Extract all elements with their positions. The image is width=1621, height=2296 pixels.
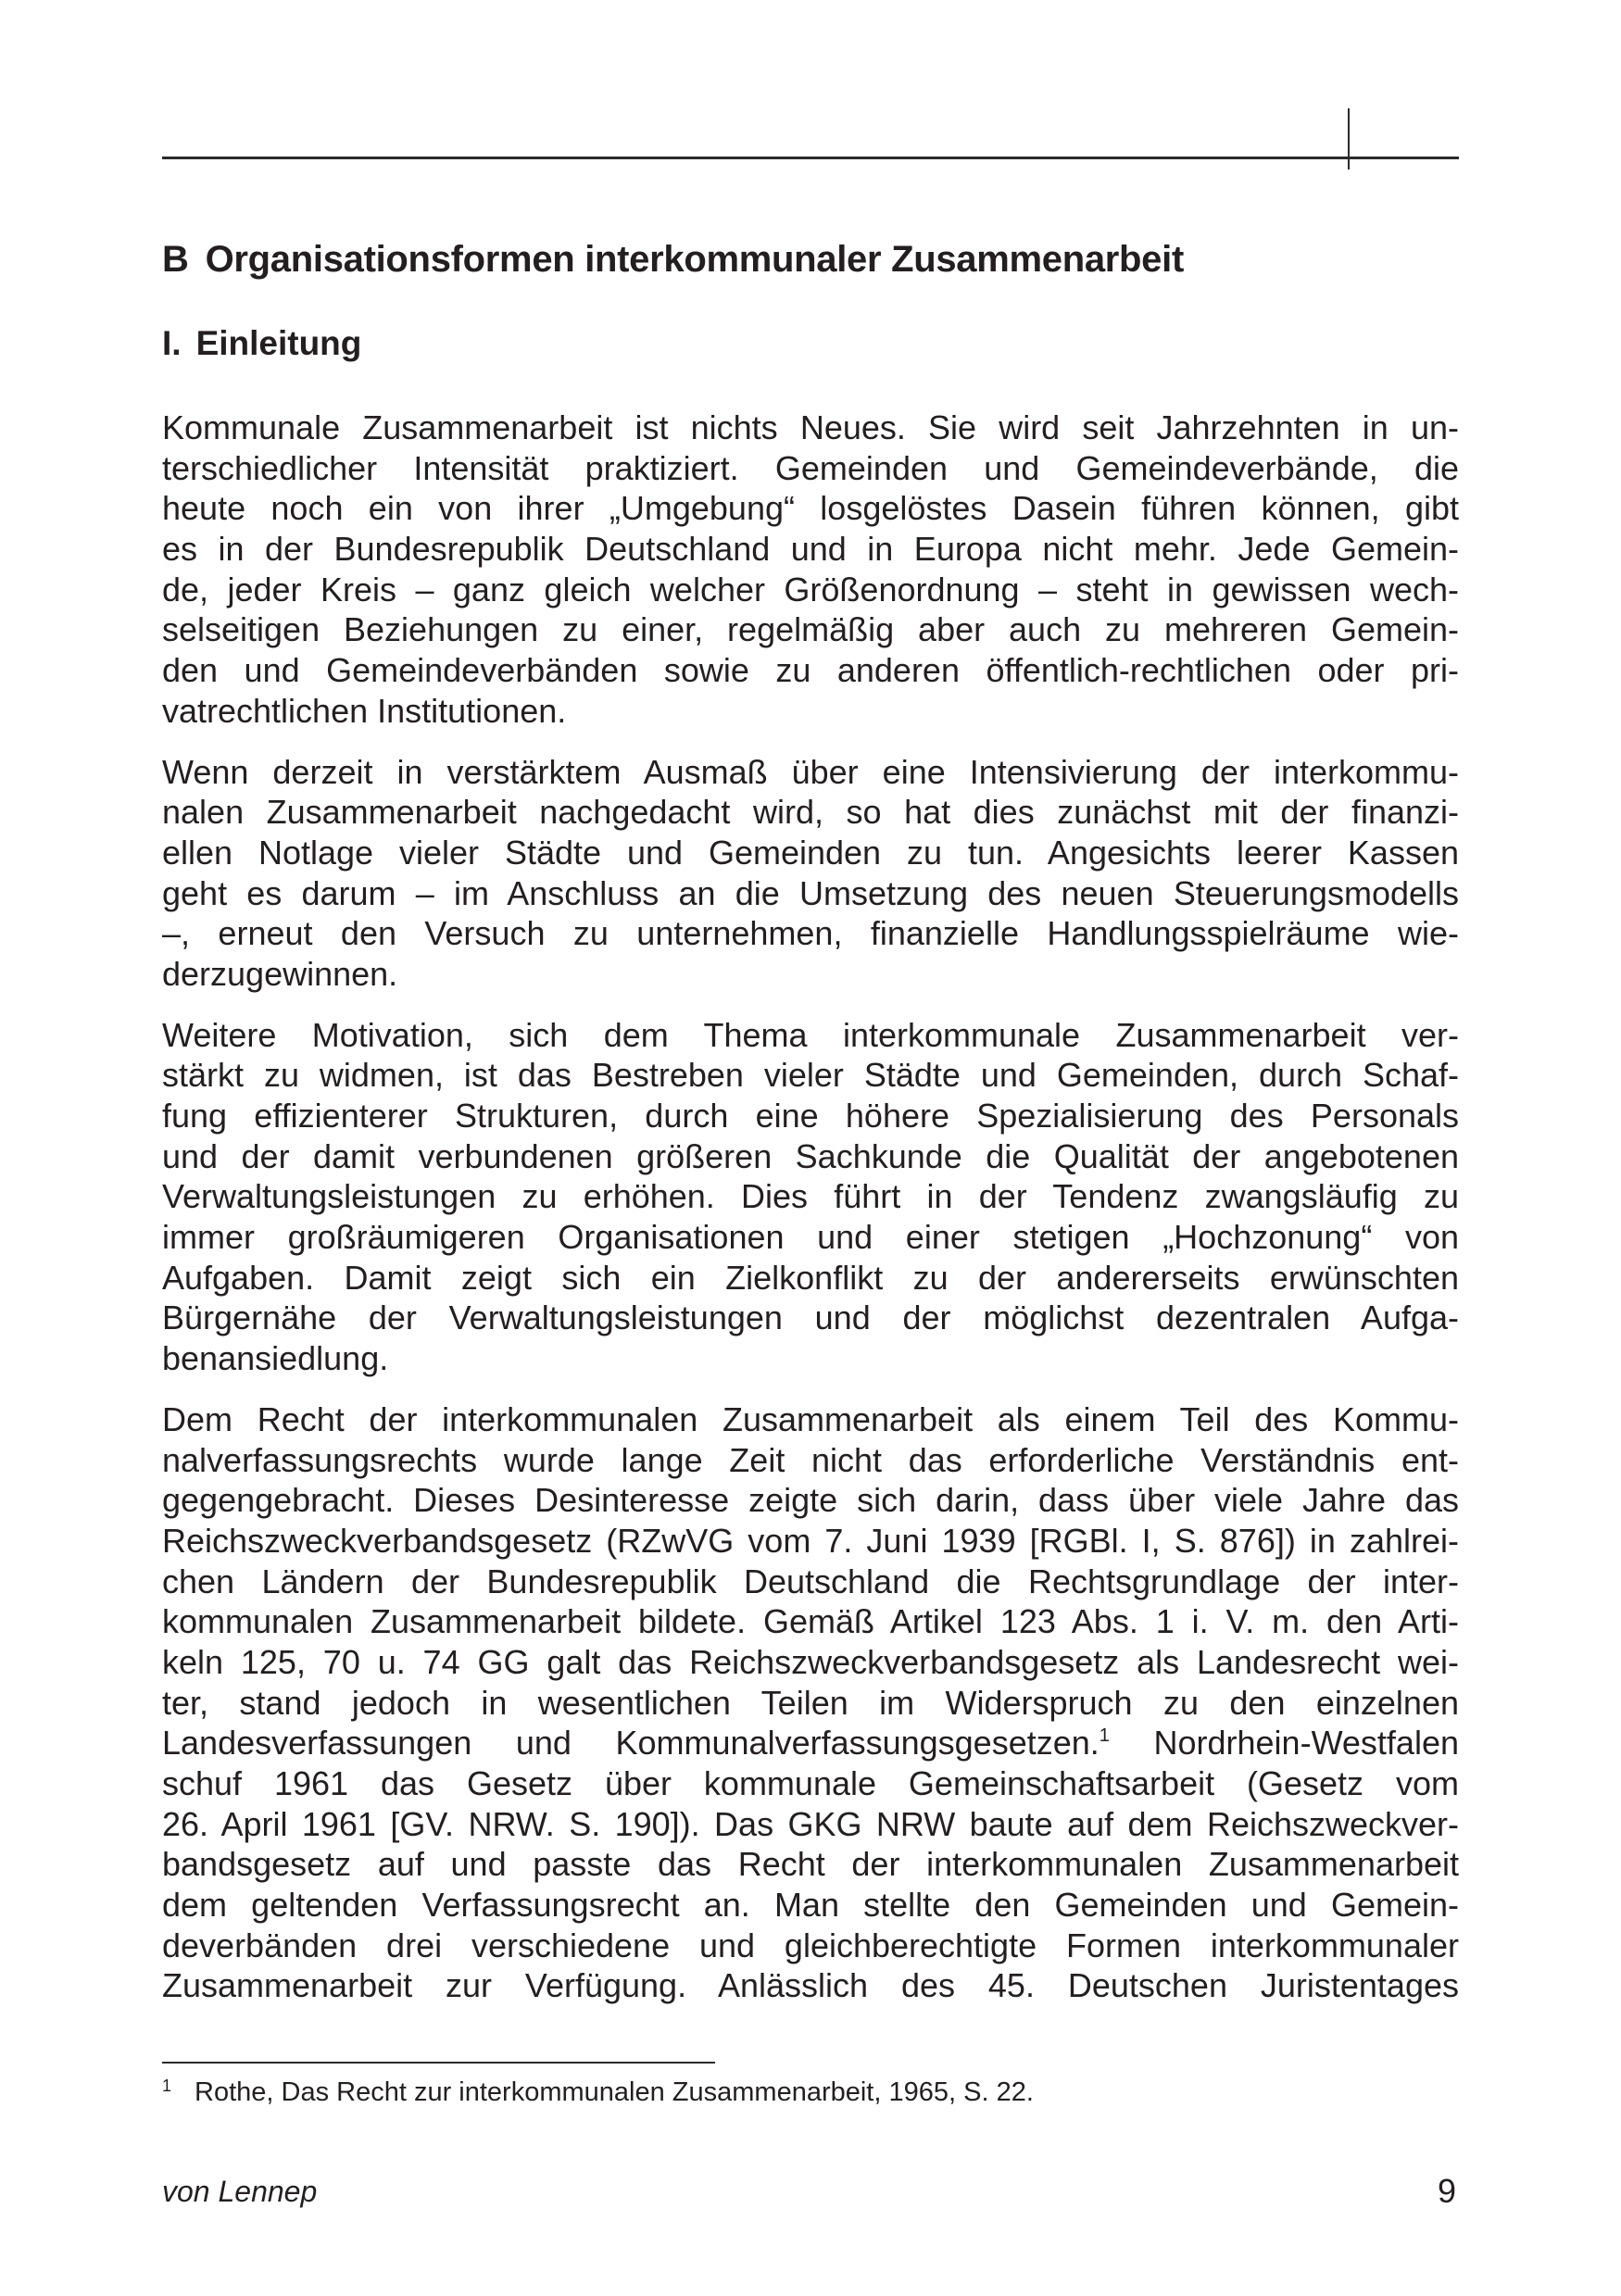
text-segment: Landesverfassungen und Kommunalverfassungsgesetzen.	[162, 1724, 1100, 1763]
text-line: 26. April 1961 [GV. NRW. S. 190]). Das GKG NRW baute auf dem Reichszweckver-	[162, 1804, 1459, 1843]
text-line: Aufgaben. Damit zeigt sich ein Zielkonflikt zu der andererseits erwünschten	[162, 1258, 1459, 1297]
paragraph-1	[162, 408, 1459, 732]
text-line: ter, stand jedoch in wesentlichen Teilen im Widerspruch zu den einzelnen	[162, 1683, 1459, 1722]
text-line: bandsgesetz auf und passte das Recht der interkommunalen Zusammenarbeit	[162, 1845, 1459, 1884]
text-line: chen Ländern der Bundesrepublik Deutschland die Rechtsgrundlage der inter-	[162, 1562, 1459, 1600]
text-line: heute noch ein von ihrer „Umgebung“ losgelöstes Dasein führen können, gibt	[162, 489, 1459, 528]
text-line: gegengebracht. Dieses Desinteresse zeigte sich darin, dass über viele Jahre das	[162, 1481, 1459, 1520]
footnote-reference[interactable]: 1	[1099, 1725, 1110, 1747]
footnote-separator	[162, 2062, 715, 2064]
paragraph-2	[162, 752, 1459, 995]
page-number: 9	[1437, 2172, 1456, 2210]
text-line: benansiedlung.	[162, 1339, 389, 1378]
text-line: stärkt zu widmen, ist das Bestreben vieler Städte und Gemeinden, durch Schaf-	[162, 1056, 1459, 1095]
chapter-letter: B	[162, 239, 189, 280]
text-line: keln 125, 70 u. 74 GG galt das Reichszweckverbandsgesetz als Landesrecht wei-	[162, 1642, 1459, 1681]
text-line: nalverfassungsrechts wurde lange Zeit nicht das erforderliche Verständnis ent-	[162, 1440, 1459, 1479]
paragraph-3	[162, 1015, 1459, 1379]
text-line: Zusammenarbeit zur Verfügung. Anlässlich des 45. Deutschen Juristentages	[162, 1966, 1459, 2005]
text-line: Weitere Motivation, sich dem Thema interkommunale Zusammenarbeit ver-	[162, 1015, 1459, 1054]
text-line: de, jeder Kreis – ganz gleich welcher Größenordnung – steht in gewissen wech-	[162, 570, 1459, 609]
footnote-mark: 1	[162, 2076, 172, 2095]
header-rule	[162, 157, 1459, 159]
text-line: ellen Notlage vieler Städte und Gemeinden zu tun. Angesichts leerer Kassen	[162, 833, 1459, 872]
text-line: es in der Bundesrepublik Deutschland und in Europa nicht mehr. Jede Gemein-	[162, 530, 1459, 569]
text-line: deverbänden drei verschiedene und gleichberechtigte Formen interkommunaler	[162, 1926, 1459, 1964]
text-line: Dem Recht der interkommunalen Zusammenarbeit als einem Teil des Kommu-	[162, 1399, 1459, 1438]
text-line: Reichszweckverbandsgesetz (RZwVG vom 7. Juni 1939 [RGBl. I, S. 876]) in zahlrei-	[162, 1521, 1459, 1560]
chapter-heading	[162, 239, 1184, 281]
footnote-text: Rothe, Das Recht zur interkommunalen Zusammenarbeit, 1965, S. 22.	[195, 2077, 1034, 2107]
text-line: den und Gemeindeverbänden sowie zu anderen öffentlich-rechtlichen oder pri-	[162, 651, 1459, 690]
section-title: Einleitung	[195, 324, 362, 362]
text-line: kommunalen Zusammenarbeit bildete. Gemäß Artikel 123 Abs. 1 i. V. m. den Arti-	[162, 1602, 1459, 1641]
section-heading	[162, 324, 361, 363]
header-tick-mark	[1348, 108, 1350, 169]
footnote	[162, 2076, 1034, 2108]
paragraph-4	[162, 1399, 1459, 2006]
text-line: Kommunale Zusammenarbeit ist nichts Neues. Sie wird seit Jahrzehnten in un-	[162, 408, 1459, 446]
text-line: nalen Zusammenarbeit nachgedacht wird, so hat dies zunächst mit der finanzi-	[162, 793, 1459, 832]
text-line: selseitigen Beziehungen zu einer, regelmäßig aber auch zu mehreren Gemein-	[162, 610, 1459, 649]
text-line: und der damit verbundenen größeren Sachkunde die Qualität der angebotenen	[162, 1136, 1459, 1175]
text-line: Bürgernähe der Verwaltungsleistungen und der möglichst dezentralen Aufga-	[162, 1299, 1459, 1337]
text-line: Verwaltungsleistungen zu erhöhen. Dies führt in der Tendenz zwangsläufig zu	[162, 1177, 1459, 1216]
text-line: fung effizienterer Strukturen, durch eine höhere Spezialisierung des Personals	[162, 1097, 1459, 1135]
text-line: vatrechtlichen Institutionen.	[162, 691, 567, 730]
text-line: terschiedlicher Intensität praktiziert. Gemeinden und Gemeindeverbände, die	[162, 448, 1459, 487]
body-text	[162, 408, 1459, 2026]
text-line: Wenn derzeit in verstärktem Ausmaß über eine Intensivierung der interkommu-	[162, 752, 1459, 791]
text-line: derzugewinnen.	[162, 954, 398, 993]
text-line: geht es darum – im Anschluss an die Umsetzung des neuen Steuerungsmodells	[162, 873, 1459, 912]
text-line: dem geltenden Verfassungsrecht an. Man stellte den Gemeinden und Gemein-	[162, 1886, 1459, 1925]
chapter-title: Organisationsformen interkommunaler Zusammenarbeit	[205, 239, 1184, 280]
text-line: immer großräumigeren Organisationen und einer stetigen „Hochzonung“ von	[162, 1218, 1459, 1257]
section-number: I.	[162, 324, 182, 362]
text-line: schuf 1961 das Gesetz über kommunale Gemeinschaftsarbeit (Gesetz vom	[162, 1764, 1459, 1802]
text-line-with-footnote-ref	[162, 1723, 1459, 1763]
text-line: –, erneut den Versuch zu unternehmen, finanzielle Handlungsspielräume wie-	[162, 914, 1459, 953]
footer-author: von Lennep	[162, 2175, 318, 2208]
text-segment: Nordrhein-Westfalen	[1109, 1724, 1459, 1763]
